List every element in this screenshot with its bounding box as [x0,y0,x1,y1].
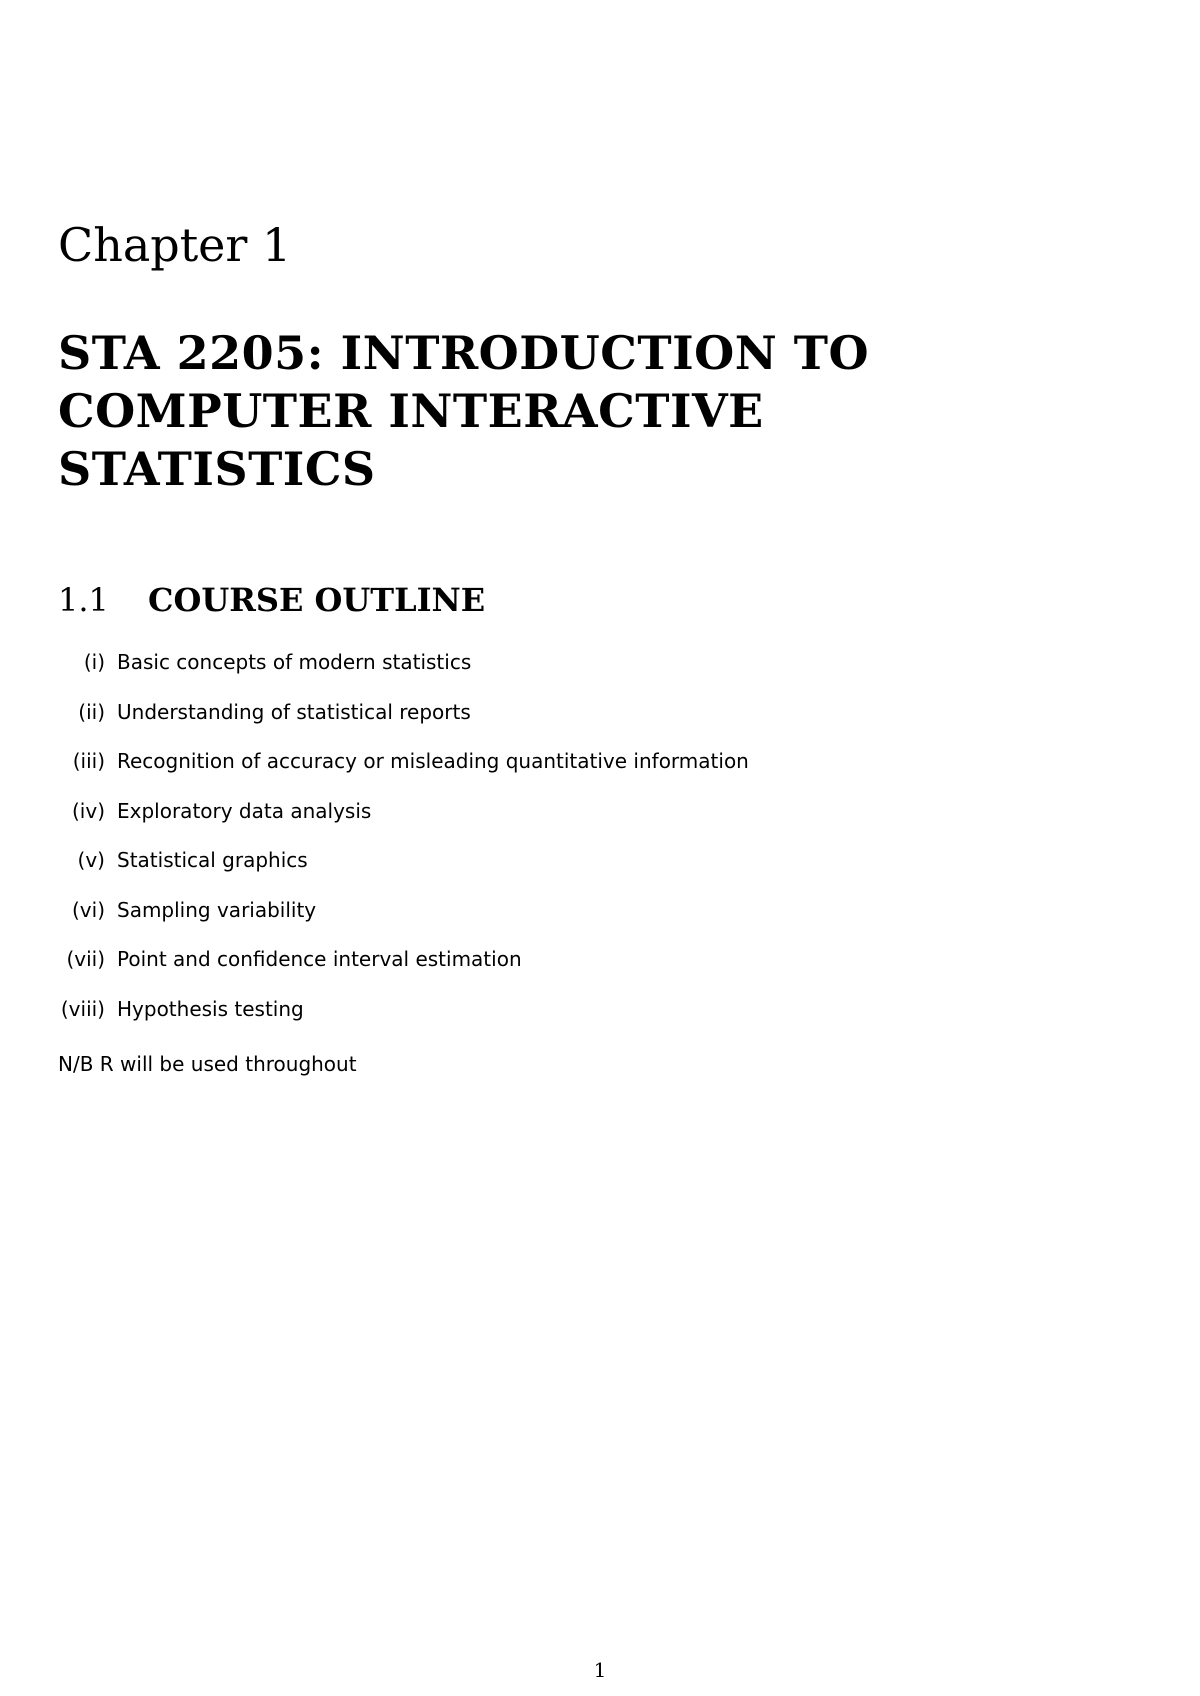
section-number: 1.1 [58,581,109,619]
list-item [0,799,1100,849]
list-item-text: Sampling variability [117,897,317,922]
list-item-marker: (i) [83,650,105,674]
list-item [0,650,1100,700]
section-title: COURSE OUTLINE [148,581,486,619]
list-item-text: Exploratory data analysis [117,798,372,823]
list-item-text: Basic concepts of modern statistics [117,650,472,674]
chapter-title-line: STA 2205: INTRODUCTION TO [58,326,870,380]
list-item-text: Hypothesis testing [117,996,304,1021]
course-outline-list [0,650,1100,1046]
list-item [0,848,1100,898]
list-item-text: Statistical graphics [117,848,308,872]
list-item-marker: (ii) [78,699,105,724]
page-number: 1 [593,1658,607,1682]
section-heading [58,581,486,619]
list-item [0,898,1100,948]
list-item-marker: (iv) [72,798,105,823]
list-item-marker: (vii) [66,947,105,971]
list-item [0,749,1100,799]
list-item-marker: (vi) [72,897,105,922]
list-item [0,700,1100,750]
list-item-marker: (viii) [60,996,105,1021]
chapter-title [58,324,1058,498]
chapter-title-line: STATISTICS [58,442,376,496]
list-item-text: Recognition of accuracy or misleading quantitative information [117,749,749,773]
list-item [0,947,1100,997]
usage-note: N/B R will be used throughout [58,1052,357,1076]
list-item-marker: (v) [77,848,105,872]
list-item-text: Understanding of statistical reports [117,699,471,724]
list-item [0,997,1100,1047]
list-item-marker: (iii) [72,749,105,773]
chapter-label: Chapter 1 [58,218,292,272]
list-item-text: Point and confidence interval estimation [117,947,522,971]
chapter-title-line: COMPUTER INTERACTIVE [58,384,764,438]
